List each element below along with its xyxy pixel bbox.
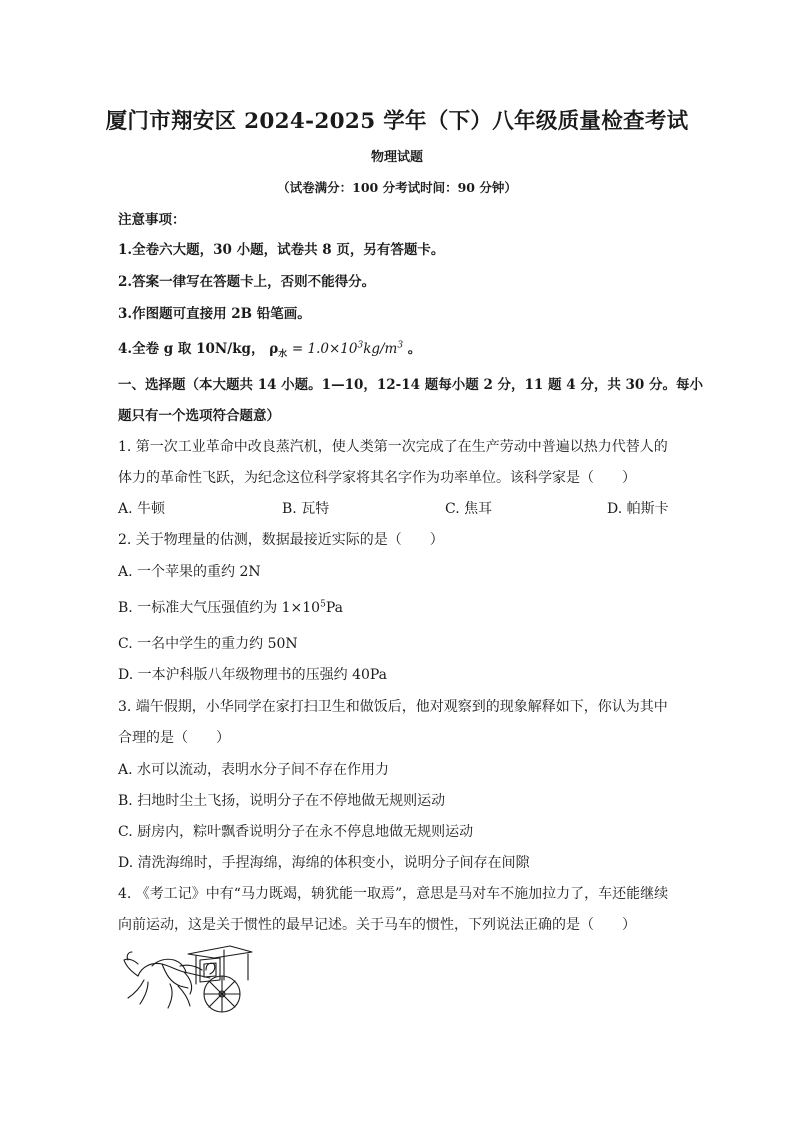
question-2-option-b-exponent: 5 (320, 599, 326, 610)
question-1-text-cont: 体力的革命性飞跃，为纪念这位科学家将其名字作为功率单位。该科学家是（ ） (118, 470, 636, 486)
question-1-option-c: C. 焦耳 (445, 501, 493, 517)
section-heading-cont: 题只有一个选项符合题意） (118, 408, 280, 424)
question-3-option-a: A. 水可以流动，表明水分子间不存在作用力 (118, 762, 390, 778)
question-2-option-a: A. 一个苹果的重约 2N (118, 564, 261, 580)
question-2-option-b-prefix: B. 一标准大气压强值约为 1×10 (118, 600, 321, 616)
question-3-text: 3. 端午假期，小华同学在家打扫卫生和做饭后，他对观察到的现象解释如下，你认为其中 (118, 699, 668, 715)
question-1-option-a: A. 牛顿 (118, 501, 166, 517)
note-item: 3.作图题可直接用 2B 铅笔画。 (118, 306, 311, 322)
note-item-4 (118, 337, 422, 360)
rho-symbol: ρ (269, 341, 279, 357)
question-2-option-b-suffix: Pa (325, 600, 343, 616)
question-1-option-d: D. 帕斯卡 (607, 501, 669, 517)
question-3-text-cont: 合理的是（ ） (118, 730, 230, 746)
question-3-option-d: D. 清洗海绵时，手捏海绵，海绵的体积变小，说明分子间存在间隙 (118, 855, 530, 871)
note-item-4-prefix: 4.全卷 g 取 10N/kg， (118, 341, 265, 357)
density-value: = 1.0×10 (291, 341, 358, 357)
density-exponent: 3 (357, 340, 364, 351)
question-2-option-c: C. 一名中学生的重力约 50N (118, 636, 298, 652)
note-item-4-suffix: 。 (407, 341, 422, 357)
question-1-text: 1. 第一次工业革命中改良蒸汽机，使人类第一次完成了在生产劳动中普遍以热力代替人的 (118, 439, 668, 455)
density-unit-exponent: 3 (397, 340, 404, 351)
notes-heading: 注意事项： (118, 212, 186, 228)
question-3-option-c: C. 厨房内，粽叶飘香说明分子在永不停息地做无规则运动 (118, 824, 474, 840)
question-4-text-cont: 向前运动，这是关于惯性的最早记述。关于马车的惯性，下列说法正确的是（ ） (118, 917, 636, 933)
exam-title: 厦门市翔安区 2024-2025 学年（下）八年级质量检查考试 (105, 109, 689, 134)
section-heading: 一、选择题（本大题共 14 小题。1—10，12-14 题每小题 2 分，11 题 4 分，共 30 分。每小 (118, 377, 704, 393)
exam-meta: （试卷满分：100 分考试时间：90 分钟） (277, 180, 517, 195)
density-unit: kg/m (363, 341, 398, 357)
question-2-text: 2. 关于物理量的估测，数据最接近实际的是（ ） (118, 532, 444, 548)
question-2-option-d: D. 一本沪科版八年级物理书的压强约 40Pa (118, 667, 388, 683)
exam-subtitle: 物理试题 (370, 150, 423, 165)
note-item: 2.答案一律写在答题卡上，否则不能得分。 (118, 274, 376, 290)
note-item: 1.全卷六大题，30 小题，试卷共 8 页，另有答题卡。 (118, 242, 445, 258)
rho-subscript: 水 (278, 349, 288, 360)
question-1-option-b: B. 瓦特 (282, 501, 330, 517)
question-4-text: 4. 《考工记》中有“马力既竭，辀犹能一取焉”，意思是马对车不施加拉力了，车还能继续 (118, 886, 669, 902)
question-3-option-b: B. 扫地时尘土飞扬，说明分子在不停地做无规则运动 (118, 793, 446, 809)
horse-carriage-illustration (118, 936, 258, 1018)
question-2-option-b (118, 597, 343, 617)
